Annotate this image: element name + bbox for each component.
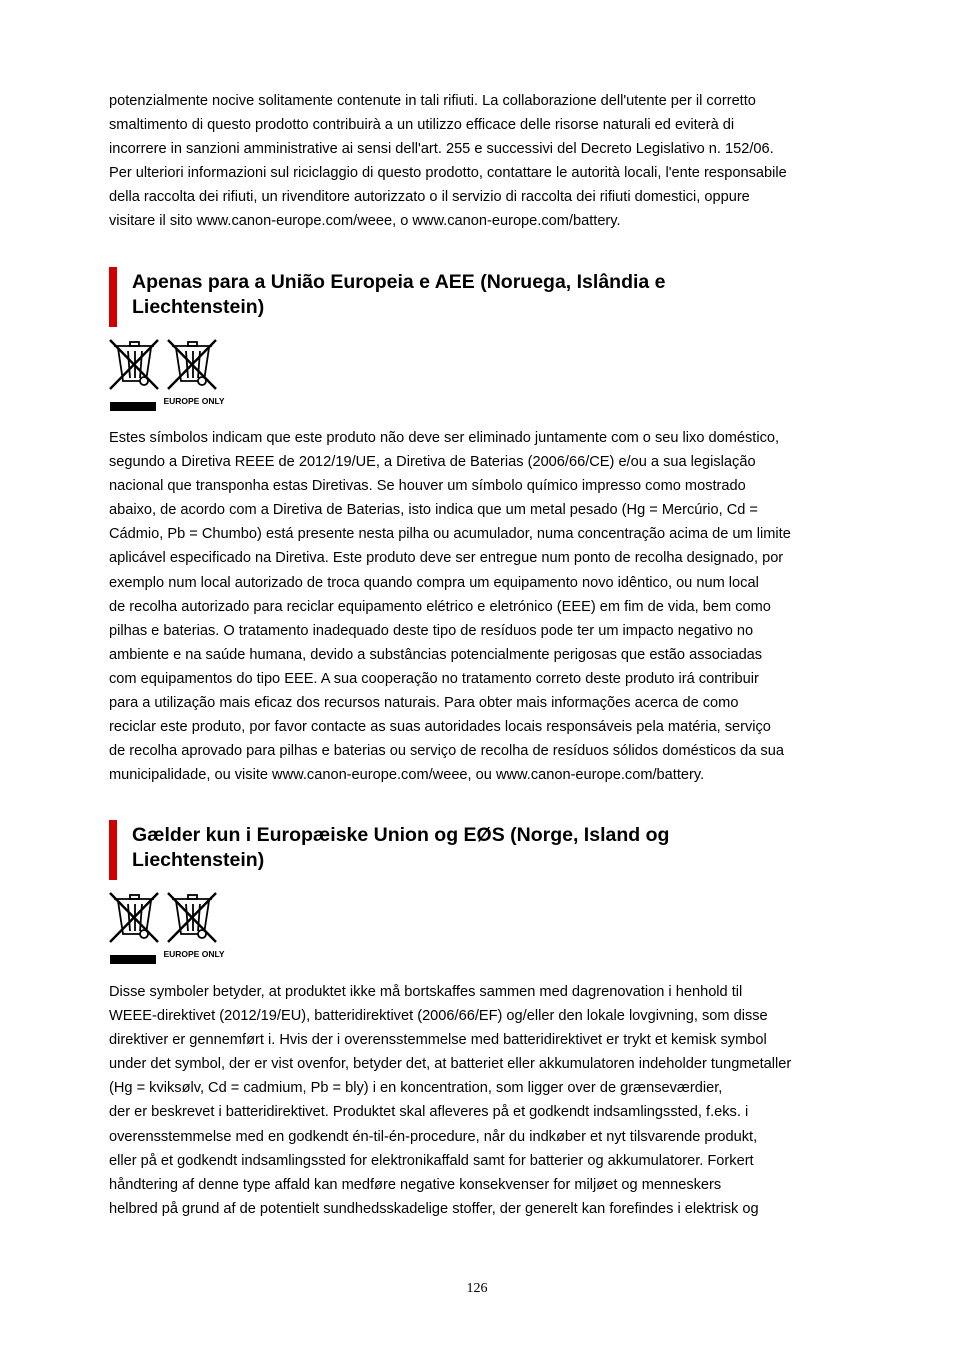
text-line: aplicável especificado na Diretiva. Este produto deve ser entregue num ponto de recolha designado, por xyxy=(109,550,784,567)
heading-line: Liechtenstein) xyxy=(132,849,265,871)
heading-accent-bar xyxy=(109,267,117,327)
black-bar-icon xyxy=(110,402,156,411)
text-line: de recolha autorizado para reciclar equipamento elétrico e eletrónico (EEE) em fim de vida, bem como xyxy=(109,598,771,615)
text-line: der er beskrevet i batteridirektivet. Produktet skal afleveres på et godkendt indsamlingssted, f.eks. i xyxy=(109,1104,749,1121)
text-line: Cádmio, Pb = Chumbo) está presente nesta pilha ou acumulador, numa concentração acima de um limite xyxy=(109,526,791,543)
crossed-out-bin-icon xyxy=(168,893,216,942)
page-number: 126 xyxy=(466,1281,488,1296)
europe-only-label: EUROPE ONLY xyxy=(163,396,225,406)
text-line: reciclar este produto, por favor contacte as suas autoridades locais responsáveis pela matéria, serviço xyxy=(109,719,771,736)
text-line: incorrere in sanzioni amministrative ai sensi dell'art. 255 e successivi del Decreto Legislativo n. 152/06. xyxy=(109,141,774,158)
section-heading-pt xyxy=(109,267,869,327)
text-line: de recolha aprovado para pilhas e baterias ou serviço de recolha de resíduos sólidos domésticos da sua xyxy=(109,743,784,760)
heading-line: Apenas para a União Europeia e AEE (Noruega, Islândia e xyxy=(132,271,666,293)
text-line: exemplo num local autorizado de troca quando compra um equipamento novo idêntico, ou num local xyxy=(109,574,759,591)
text-line: under det symbol, der er vist ovenfor, betyder det, at batteriet eller akkumulatoren indeholder tungmetaller xyxy=(109,1056,792,1073)
text-line: håndtering af denne type affald kan medføre negative konsekvenser for miljøet og menneskers xyxy=(109,1176,722,1193)
crossed-out-bin-icon xyxy=(110,340,158,389)
text-line: (Hg = kviksølv, Cd = cadmium, Pb = bly) i en koncentration, som ligger over de grænseværdier, xyxy=(109,1080,723,1097)
text-line: ambiente e na saúde humana, devido a substâncias potencialmente perigosas que estão associadas xyxy=(109,646,763,663)
weee-symbols xyxy=(108,890,228,966)
section-body-pt xyxy=(109,426,869,787)
text-line: abaixo, de acordo com a Diretiva de Baterias, isto indica que um metal pesado (Hg = Mercúrio, Cd = xyxy=(109,502,758,519)
text-line: WEEE-direktivet (2012/19/EU), batteridirektivet (2006/66/EF) og/eller den lokale lovgivning, som disse xyxy=(109,1008,768,1025)
section-body-da xyxy=(109,980,869,1221)
text-line: Per ulteriori informazioni sul riciclaggio di questo prodotto, contattare le autorità locali, l'ente responsabile xyxy=(109,165,787,182)
weee-symbols xyxy=(108,337,228,413)
crossed-out-bin-icon xyxy=(110,893,158,942)
text-line: Disse symboler betyder, at produktet ikke må bortskaffes sammen med dagrenovation i henhold til xyxy=(109,984,743,1000)
heading-line: Liechtenstein) xyxy=(132,296,265,318)
heading-text xyxy=(132,823,669,873)
europe-only-label: EUROPE ONLY xyxy=(163,949,225,959)
black-bar-icon xyxy=(110,955,156,964)
crossed-out-bin-icon xyxy=(168,340,216,389)
text-line: della raccolta dei rifiuti, un rivenditore autorizzato o il servizio di raccolta dei rifiuti domestici, oppure xyxy=(109,189,750,206)
heading-text xyxy=(132,270,666,320)
text-line: municipalidade, ou visite www.canon-europe.com/weee, ou www.canon-europe.com/battery. xyxy=(109,767,705,784)
intro-paragraph xyxy=(109,89,869,234)
heading-accent-bar xyxy=(109,820,117,880)
text-line: eller på et godkendt indsamlingssted for elektronikaffald samt for batterier og akkumulatorer. Forkert xyxy=(109,1152,754,1169)
text-line: nacional que transponha estas Diretivas. Se houver um símbolo químico impresso como mostrado xyxy=(109,478,746,495)
text-line: com equipamentos do tipo EEE. A sua cooperação no tratamento correto deste produto irá contribuir xyxy=(109,670,759,687)
text-line: potenzialmente nocive solitamente contenute in tali rifiuti. La collaborazione dell'utente per il corretto xyxy=(109,93,756,109)
text-line: smaltimento di questo prodotto contribuirà a un utilizzo efficace delle risorse naturali ed eviterà di xyxy=(109,117,735,134)
text-line: overensstemmelse med en godkendt én-til-én-procedure, når du indkøber et nyt tilsvarende produkt, xyxy=(109,1128,758,1145)
text-line: pilhas e baterias. O tratamento inadequado deste tipo de resíduos pode ter um impacto negativo no xyxy=(109,622,754,639)
text-line: Estes símbolos indicam que este produto não deve ser eliminado juntamente com o seu lixo doméstico, xyxy=(109,430,780,446)
heading-line: Gælder kun i Europæiske Union og EØS (Norge, Island og xyxy=(132,824,670,846)
text-line: helbred på grund af de potentielt sundhedsskadelige stoffer, der generelt kan forefindes i elektrisk og xyxy=(109,1200,759,1217)
section-heading-da xyxy=(109,820,869,880)
text-line: direktiver er gennemført i. Hvis der i overensstemmelse med batteridirektivet er trykt et kemisk symbol xyxy=(109,1032,767,1049)
text-line: segundo a Diretiva REEE de 2012/19/UE, a Diretiva de Baterias (2006/66/CE) e/ou a sua legislação xyxy=(109,454,756,471)
text-line: para a utilização mais eficaz dos recursos naturais. Para obter mais informações acerca de como xyxy=(109,695,739,712)
text-line: visitare il sito www.canon-europe.com/weee, o www.canon-europe.com/battery. xyxy=(109,213,621,230)
